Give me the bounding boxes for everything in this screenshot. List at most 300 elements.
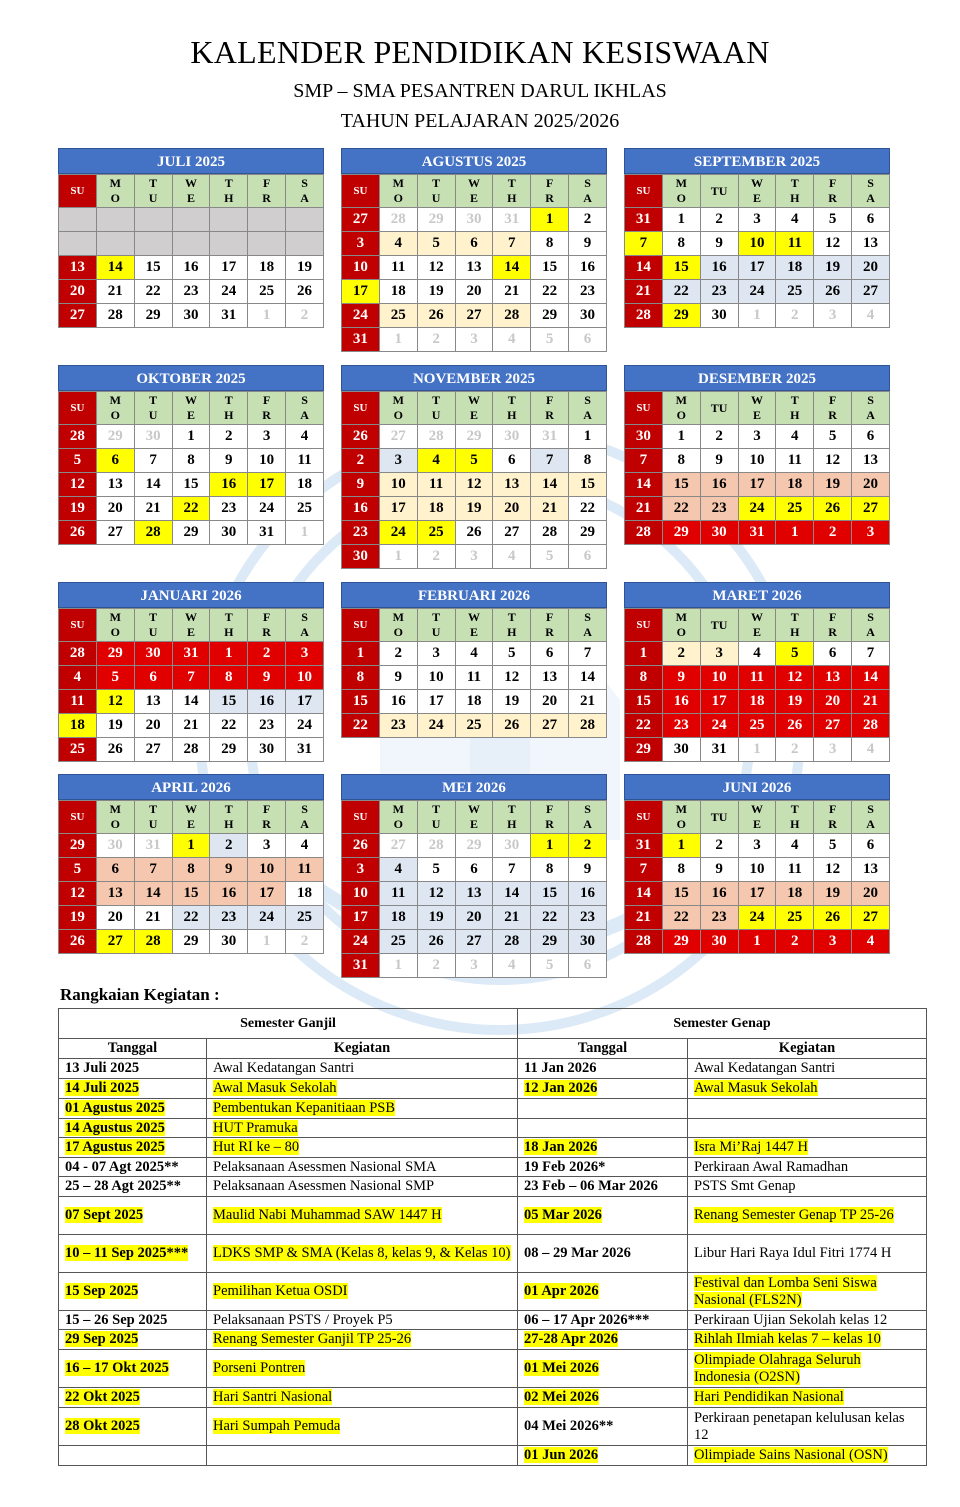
activity-date-text: 19 Feb 2026* — [524, 1158, 606, 1175]
day-cell: 30 — [493, 425, 531, 449]
day-cell: 10 — [738, 449, 776, 473]
day-cell: 30 — [210, 930, 248, 954]
activity-date-text: 12 Jan 2026 — [524, 1080, 598, 1096]
day-cell: 7 — [625, 449, 663, 473]
day-cell: 15 — [662, 882, 700, 906]
day-cell: 28 — [172, 738, 210, 762]
activity-date-text: 27-28 Apr 2026 — [524, 1331, 618, 1347]
day-cell: 24 — [248, 906, 286, 930]
weekday-header: S A — [569, 801, 607, 834]
column-header-date: Tanggal — [59, 1039, 207, 1059]
day-cell: 8 — [662, 232, 700, 256]
activity-event-text: Pembentukan Kepanitiaan PSB — [213, 1100, 396, 1116]
day-cell: 19 — [455, 497, 493, 521]
day-cell: 22 — [662, 497, 700, 521]
day-cell: 28 — [852, 714, 890, 738]
day-cell: 14 — [531, 473, 569, 497]
day-cell — [172, 208, 210, 232]
day-cell: 19 — [776, 690, 814, 714]
activity-date — [59, 1350, 207, 1388]
activity-event — [207, 1408, 518, 1446]
day-cell: 26 — [342, 425, 380, 449]
day-cell — [59, 232, 97, 256]
day-cell: 21 — [625, 497, 663, 521]
activity-date-text: 16 – 17 Okt 2025 — [65, 1360, 169, 1376]
weekday-header: T H — [776, 801, 814, 834]
activity-event — [688, 1408, 927, 1446]
day-cell: 19 — [417, 280, 455, 304]
weekday-header: W E — [172, 801, 210, 834]
month-name: FEBRUARI 2026 — [341, 582, 607, 608]
weekday-header: T U — [417, 801, 455, 834]
day-cell: 20 — [59, 280, 97, 304]
day-cell: 1 — [172, 425, 210, 449]
day-cell: 27 — [96, 930, 134, 954]
activity-date-text: 01 Mei 2026 — [524, 1360, 599, 1376]
day-cell — [248, 232, 286, 256]
day-cell: 20 — [852, 882, 890, 906]
day-cell: 23 — [700, 906, 738, 930]
day-cell: 2 — [210, 425, 248, 449]
activity-date-text: 06 – 17 Apr 2026*** — [524, 1311, 650, 1328]
day-cell: 3 — [814, 738, 852, 762]
activity-event-text: Awal Kedatangan Santri — [694, 1060, 836, 1076]
school-name: SMP – SMA PESANTREN DARUL IKHLAS — [293, 80, 667, 102]
weekday-header-sunday: SU — [342, 801, 380, 834]
weekday-header-sunday: SU — [625, 392, 663, 425]
activity-event — [688, 1059, 927, 1079]
day-cell: 15 — [625, 690, 663, 714]
day-cell: 14 — [852, 666, 890, 690]
day-cell: 16 — [210, 473, 248, 497]
weekday-header: S A — [286, 392, 324, 425]
activity-event-text: Olimpiade Sains Nasional (OSN) — [694, 1447, 888, 1463]
day-cell: 18 — [286, 882, 324, 906]
activity-event-text: Rihlah Ilmiah kelas 7 – kelas 10 — [694, 1331, 881, 1347]
day-cell: 15 — [662, 473, 700, 497]
day-cell: 28 — [59, 642, 97, 666]
activity-event — [688, 1138, 927, 1158]
activity-event — [207, 1059, 518, 1079]
day-cell: 24 — [210, 280, 248, 304]
weekday-header: F R — [531, 175, 569, 208]
activity-event — [207, 1330, 518, 1350]
day-cell: 6 — [455, 232, 493, 256]
day-cell: 25 — [248, 280, 286, 304]
day-cell: 22 — [342, 714, 380, 738]
activity-date — [518, 1388, 688, 1408]
day-cell: 7 — [172, 666, 210, 690]
day-cell: 5 — [59, 858, 97, 882]
weekday-header: W E — [172, 609, 210, 642]
activity-date — [518, 1311, 688, 1330]
day-cell: 12 — [417, 882, 455, 906]
activity-date-text: 29 Sep 2025 — [65, 1331, 139, 1347]
weekday-header: F R — [814, 175, 852, 208]
day-cell: 26 — [286, 280, 324, 304]
day-cell: 19 — [96, 714, 134, 738]
day-cell: 4 — [776, 208, 814, 232]
day-cell: 25 — [776, 280, 814, 304]
day-cell: 16 — [662, 690, 700, 714]
day-cell: 26 — [455, 521, 493, 545]
day-cell: 30 — [134, 642, 172, 666]
day-cell: 6 — [852, 425, 890, 449]
activity-event-text: Pelaksanaan Asessmen Nasional SMA — [213, 1158, 437, 1175]
day-cell: 3 — [248, 425, 286, 449]
day-cell: 3 — [248, 834, 286, 858]
day-cell: 30 — [700, 521, 738, 545]
day-cell: 6 — [569, 545, 607, 569]
day-cell: 13 — [814, 666, 852, 690]
day-cell: 18 — [59, 714, 97, 738]
day-cell: 16 — [700, 256, 738, 280]
day-cell: 4 — [852, 930, 890, 954]
day-cell: 3 — [455, 328, 493, 352]
day-cell: 3 — [379, 449, 417, 473]
day-cell: 2 — [700, 834, 738, 858]
weekday-header: M O — [662, 392, 700, 425]
weekday-header-sunday: SU — [625, 609, 663, 642]
day-cell: 10 — [248, 449, 286, 473]
day-cell: 11 — [455, 666, 493, 690]
weekday-header: T H — [776, 609, 814, 642]
day-cell: 2 — [814, 521, 852, 545]
activity-event-text: Festival dan Lomba Seni Siswa Nasional (FLS2N) — [694, 1274, 877, 1308]
day-cell: 21 — [493, 906, 531, 930]
day-cell: 2 — [662, 642, 700, 666]
day-cell: 22 — [531, 280, 569, 304]
month-name: DESEMBER 2025 — [624, 365, 890, 391]
day-cell: 5 — [531, 954, 569, 978]
day-cell: 10 — [286, 666, 324, 690]
day-cell: 23 — [569, 280, 607, 304]
activity-date-text: 14 Juli 2025 — [65, 1080, 140, 1096]
day-cell: 6 — [852, 834, 890, 858]
day-cell: 14 — [96, 256, 134, 280]
day-cell: 16 — [569, 882, 607, 906]
weekday-header: F R — [814, 609, 852, 642]
month-name: SEPTEMBER 2025 — [624, 148, 890, 174]
day-cell: 20 — [455, 906, 493, 930]
day-cell: 1 — [738, 738, 776, 762]
day-cell: 25 — [776, 497, 814, 521]
day-cell: 3 — [738, 425, 776, 449]
day-cell: 12 — [814, 858, 852, 882]
activity-event-text: PSTS Smt Genap — [694, 1178, 796, 1194]
day-cell: 27 — [455, 930, 493, 954]
day-cell: 9 — [248, 666, 286, 690]
day-cell: 30 — [342, 545, 380, 569]
activity-date-text: 04 - 07 Agt 2025** — [65, 1158, 179, 1175]
weekday-header: S A — [852, 392, 890, 425]
day-cell: 5 — [814, 425, 852, 449]
weekday-header: S A — [852, 175, 890, 208]
activity-date — [518, 1408, 688, 1446]
day-cell: 15 — [172, 473, 210, 497]
day-cell: 27 — [96, 521, 134, 545]
day-cell: 27 — [342, 208, 380, 232]
weekday-header: T H — [493, 392, 531, 425]
day-cell: 1 — [531, 834, 569, 858]
day-cell: 1 — [625, 642, 663, 666]
day-cell: 13 — [59, 256, 97, 280]
day-cell: 4 — [493, 954, 531, 978]
activity-date — [59, 1330, 207, 1350]
day-cell: 9 — [569, 858, 607, 882]
day-cell: 3 — [738, 834, 776, 858]
day-cell: 23 — [210, 906, 248, 930]
day-cell: 23 — [700, 497, 738, 521]
day-cell: 11 — [776, 858, 814, 882]
day-cell: 27 — [814, 714, 852, 738]
weekday-header: T U — [417, 392, 455, 425]
day-cell: 13 — [852, 449, 890, 473]
day-cell: 27 — [531, 714, 569, 738]
day-cell: 3 — [852, 521, 890, 545]
activity-event — [688, 1273, 927, 1311]
weekday-header: S A — [286, 609, 324, 642]
activity-date — [59, 1059, 207, 1079]
day-cell: 27 — [493, 521, 531, 545]
day-cell: 4 — [455, 642, 493, 666]
day-cell: 1 — [210, 642, 248, 666]
day-cell: 29 — [96, 425, 134, 449]
day-cell: 18 — [776, 473, 814, 497]
day-cell: 31 — [531, 425, 569, 449]
day-cell: 21 — [569, 690, 607, 714]
weekday-header: W E — [738, 609, 776, 642]
day-cell: 30 — [700, 930, 738, 954]
weekday-header: T H — [210, 392, 248, 425]
day-cell: 27 — [852, 906, 890, 930]
day-cell: 7 — [134, 858, 172, 882]
day-cell — [248, 208, 286, 232]
activity-event — [207, 1197, 518, 1235]
day-cell: 20 — [134, 714, 172, 738]
day-cell: 1 — [286, 521, 324, 545]
day-cell: 5 — [814, 208, 852, 232]
day-cell: 18 — [286, 473, 324, 497]
activity-event — [688, 1235, 927, 1273]
weekday-header: M O — [96, 175, 134, 208]
day-cell: 4 — [286, 425, 324, 449]
day-cell: 28 — [569, 714, 607, 738]
weekday-header: F R — [248, 801, 286, 834]
weekday-header: T H — [493, 175, 531, 208]
day-cell: 12 — [59, 473, 97, 497]
day-cell: 11 — [738, 666, 776, 690]
activity-event — [207, 1158, 518, 1177]
day-cell: 21 — [493, 280, 531, 304]
day-cell: 22 — [569, 497, 607, 521]
month-calendar — [341, 582, 607, 738]
activity-date — [59, 1235, 207, 1273]
month-name: NOVEMBER 2025 — [341, 365, 607, 391]
activity-date-text: 02 Mei 2026 — [524, 1389, 599, 1405]
day-cell: 26 — [96, 738, 134, 762]
activity-date — [59, 1119, 207, 1138]
day-cell: 19 — [493, 690, 531, 714]
weekday-header: F R — [814, 801, 852, 834]
month-calendar — [341, 365, 607, 569]
day-cell — [286, 232, 324, 256]
day-cell: 22 — [625, 714, 663, 738]
day-cell: 26 — [776, 714, 814, 738]
weekday-header: S A — [569, 392, 607, 425]
activity-date — [518, 1059, 688, 1079]
day-cell: 2 — [417, 545, 455, 569]
activity-event-text: Renang Semester Ganjil TP 25-26 — [213, 1331, 412, 1347]
day-cell: 18 — [455, 690, 493, 714]
weekday-header: T H — [493, 801, 531, 834]
activity-event — [207, 1446, 518, 1466]
day-cell: 6 — [134, 666, 172, 690]
weekday-header: S A — [569, 175, 607, 208]
day-cell: 14 — [569, 666, 607, 690]
day-cell: 29 — [662, 304, 700, 328]
day-cell: 6 — [569, 328, 607, 352]
activity-date — [59, 1273, 207, 1311]
month-name: JANUARI 2026 — [58, 582, 324, 608]
day-cell: 4 — [852, 738, 890, 762]
day-cell: 17 — [248, 882, 286, 906]
day-cell: 21 — [134, 906, 172, 930]
day-cell: 4 — [417, 449, 455, 473]
day-cell: 3 — [814, 304, 852, 328]
day-cell: 7 — [625, 232, 663, 256]
day-cell: 29 — [625, 738, 663, 762]
day-cell: 18 — [417, 497, 455, 521]
day-cell: 30 — [248, 738, 286, 762]
day-cell: 10 — [342, 256, 380, 280]
weekday-header-sunday: SU — [625, 801, 663, 834]
activity-event — [207, 1119, 518, 1138]
activity-event-text: HUT Pramuka — [213, 1119, 298, 1136]
activity-date-text: 17 Agustus 2025 — [65, 1139, 165, 1155]
activity-event-text: Perkiraan Ujian Sekolah kelas 12 — [694, 1311, 888, 1328]
day-cell: 24 — [417, 714, 455, 738]
day-cell: 29 — [455, 834, 493, 858]
activity-event — [688, 1158, 927, 1177]
activity-date — [59, 1079, 207, 1099]
day-cell: 16 — [248, 690, 286, 714]
activity-date — [59, 1099, 207, 1119]
day-cell: 31 — [342, 328, 380, 352]
day-cell: 30 — [569, 304, 607, 328]
day-cell: 12 — [814, 232, 852, 256]
day-cell: 17 — [248, 473, 286, 497]
day-cell: 3 — [700, 642, 738, 666]
day-cell: 2 — [417, 954, 455, 978]
day-cell: 21 — [625, 906, 663, 930]
day-cell: 18 — [379, 906, 417, 930]
day-cell: 25 — [776, 906, 814, 930]
month-calendar — [58, 774, 324, 954]
day-cell: 9 — [700, 232, 738, 256]
day-cell: 1 — [172, 834, 210, 858]
day-cell: 18 — [738, 690, 776, 714]
activity-event-text: Hari Pendidikan Nasional — [694, 1389, 844, 1405]
activity-date-text: 01 Agustus 2025 — [65, 1100, 165, 1116]
day-cell: 4 — [493, 545, 531, 569]
day-cell: 7 — [134, 449, 172, 473]
day-cell: 14 — [134, 882, 172, 906]
day-cell: 17 — [738, 256, 776, 280]
day-cell: 12 — [59, 882, 97, 906]
weekday-header: M O — [662, 801, 700, 834]
day-cell: 3 — [286, 642, 324, 666]
day-cell: 9 — [342, 473, 380, 497]
day-cell: 16 — [172, 256, 210, 280]
day-cell: 4 — [776, 834, 814, 858]
day-cell: 17 — [286, 690, 324, 714]
day-cell: 29 — [531, 930, 569, 954]
day-cell: 21 — [531, 497, 569, 521]
day-cell: 30 — [700, 304, 738, 328]
weekday-header: F R — [248, 392, 286, 425]
weekday-header-sunday: SU — [59, 609, 97, 642]
weekday-header: M O — [662, 175, 700, 208]
column-header-date: Tanggal — [518, 1039, 688, 1059]
weekday-header: TU — [700, 175, 738, 208]
month-name: AGUSTUS 2025 — [341, 148, 607, 174]
day-cell: 8 — [625, 666, 663, 690]
day-cell: 24 — [738, 280, 776, 304]
day-cell: 27 — [379, 425, 417, 449]
day-cell: 26 — [814, 280, 852, 304]
weekday-header-sunday: SU — [342, 392, 380, 425]
day-cell: 2 — [776, 304, 814, 328]
day-cell: 10 — [738, 858, 776, 882]
activity-event-text: Hut RI ke – 80 — [213, 1139, 300, 1155]
day-cell: 1 — [379, 328, 417, 352]
day-cell: 21 — [134, 497, 172, 521]
day-cell: 19 — [814, 256, 852, 280]
day-cell: 30 — [662, 738, 700, 762]
activity-event — [207, 1138, 518, 1158]
day-cell: 8 — [172, 858, 210, 882]
weekday-header: M O — [379, 609, 417, 642]
day-cell: 19 — [417, 906, 455, 930]
month-calendar — [58, 582, 324, 762]
day-cell: 15 — [172, 882, 210, 906]
day-cell: 23 — [248, 714, 286, 738]
day-cell: 1 — [248, 304, 286, 328]
day-cell: 30 — [134, 425, 172, 449]
day-cell: 10 — [248, 858, 286, 882]
activity-date — [518, 1446, 688, 1466]
day-cell: 11 — [417, 473, 455, 497]
month-name: OKTOBER 2025 — [58, 365, 324, 391]
month-calendar — [58, 148, 324, 328]
day-cell: 29 — [172, 521, 210, 545]
month-name: MARET 2026 — [624, 582, 890, 608]
day-cell: 9 — [379, 666, 417, 690]
day-cell: 25 — [379, 304, 417, 328]
day-cell: 5 — [531, 545, 569, 569]
day-cell: 5 — [493, 642, 531, 666]
day-cell: 24 — [738, 906, 776, 930]
activities-section-title: Rangkaian Kegiatan : — [60, 985, 220, 1004]
day-cell: 29 — [417, 208, 455, 232]
day-cell: 11 — [286, 858, 324, 882]
activity-event — [207, 1273, 518, 1311]
weekday-header-sunday: SU — [342, 175, 380, 208]
day-cell: 11 — [379, 256, 417, 280]
month-calendar — [624, 582, 890, 762]
day-cell: 3 — [455, 545, 493, 569]
